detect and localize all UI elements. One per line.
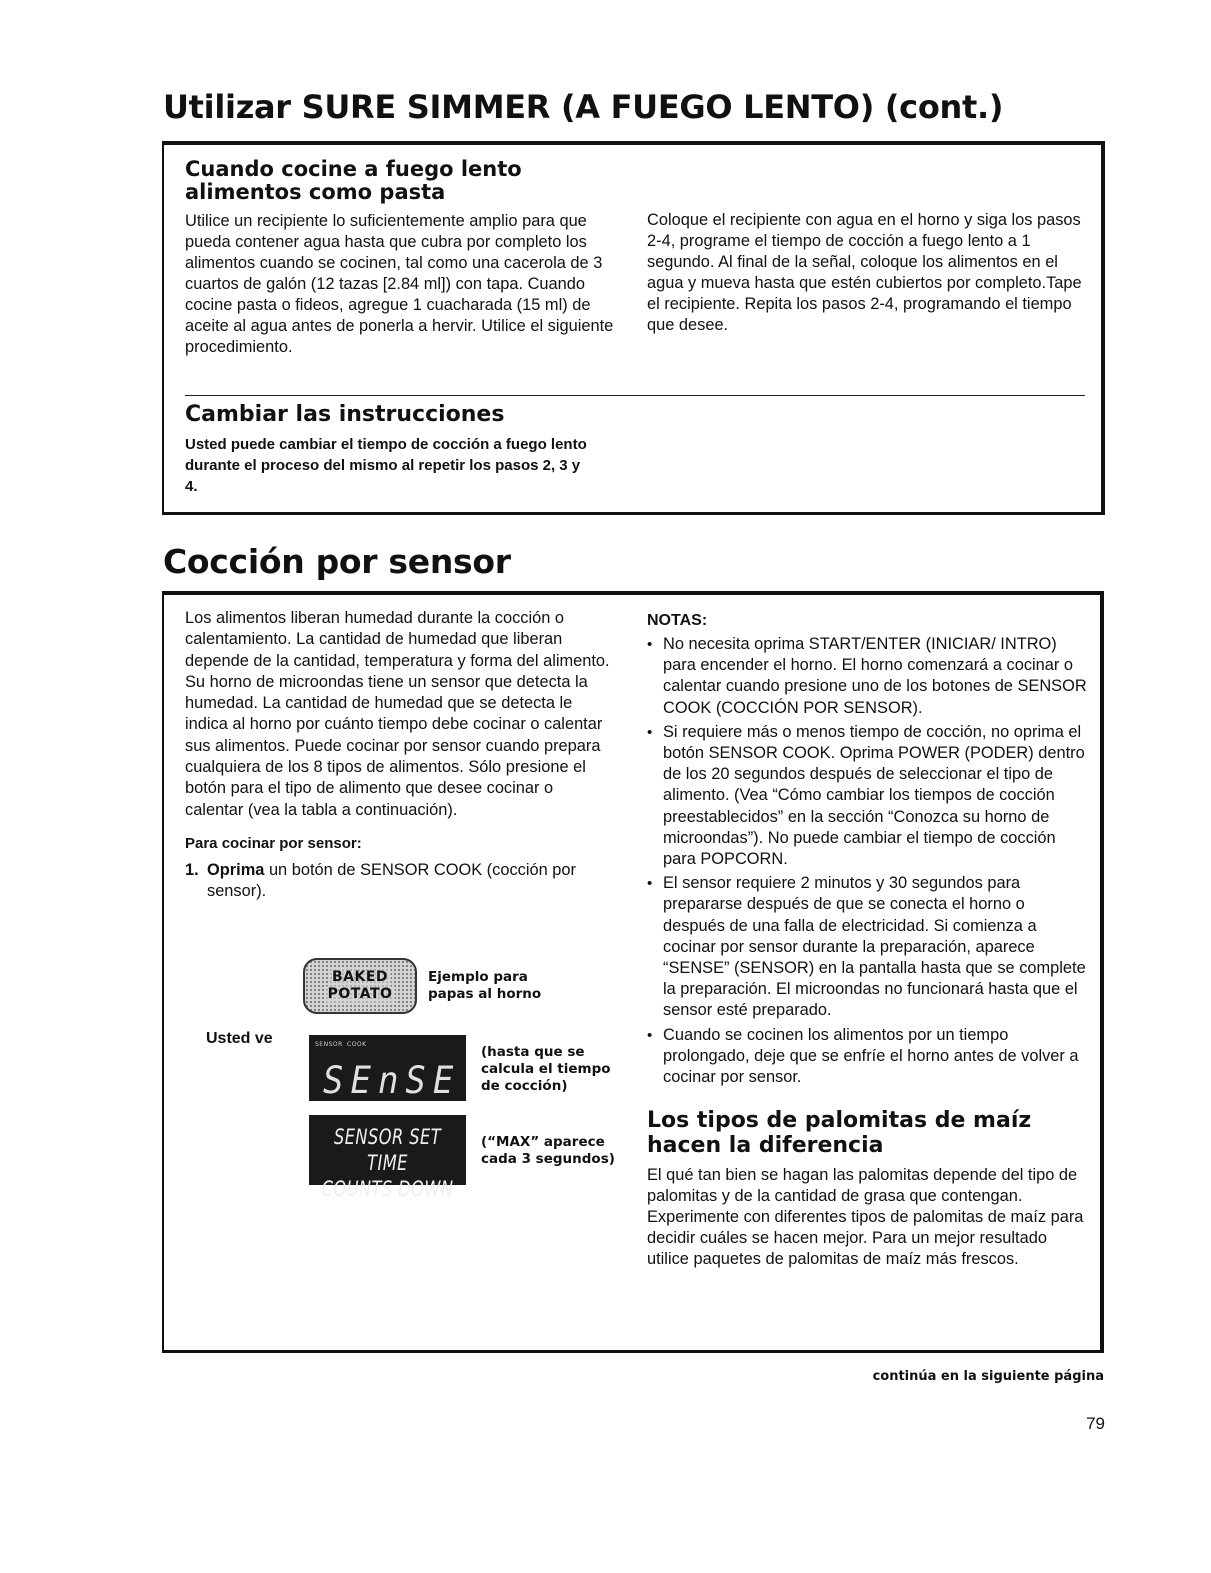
page-number: 79 (1086, 1414, 1105, 1433)
sense-display (309, 1035, 466, 1101)
change-heading: Cambiar las instrucciones (185, 402, 505, 427)
display-sense-text: SEnSE (323, 1059, 461, 1103)
note-item: • El sensor requiere 2 minutos y 30 segundos para prepararse después de que se conecta el horno o después de una falla de electricidad. Si comienza a cocinar por sensor durante la preparación, aparece “SENSE” (SENSOR) en la pantalla hasta que se complete la preparación. El microondas no funcionará hasta que el sensor esté preparado. (647, 873, 1089, 1021)
section-title-sure-simmer: Utilizar SURE SIMMER (A FUEGO LENTO) (cont.) (163, 88, 1004, 126)
baked-potato-line2: POTATO (325, 986, 396, 1003)
display1-caption-line1: (hasta que se (481, 1044, 585, 1060)
pasta-heading-line1: Cuando cocine a fuego lento (185, 157, 522, 181)
display1-caption-line3: de cocción) (481, 1078, 568, 1094)
notes-label: NOTAS: (647, 612, 708, 629)
steps-heading: Para cocinar por sensor: (185, 834, 362, 852)
pasta-column-left (185, 158, 625, 358)
button-caption-line2: papas al horno (428, 986, 542, 1002)
popcorn-heading-line2: hacen la diferencia (647, 1133, 884, 1159)
sensor-set-time-display (309, 1115, 466, 1201)
display2-line2: COUNTS DOWN (321, 1177, 454, 1201)
display-indicator-cook: COOK (347, 1041, 367, 1048)
sensor-column-left (185, 608, 617, 902)
notes-list (647, 634, 1089, 1088)
change-text: Usted puede cambiar el tiempo de cocción a fuego lento durante el proceso del mismo al repetir los pasos 2, 3 y 4. (185, 436, 587, 495)
baked-potato-line1: BAKED (329, 969, 391, 986)
continued-note: continúa en la siguiente página (872, 1369, 1104, 1384)
baked-potato-button-illustration (303, 958, 417, 1014)
button-caption (428, 969, 541, 1003)
you-see-label: Usted ve (206, 1030, 273, 1047)
pasta-paragraph-left: Utilice un recipiente lo suficientemente amplio para que pueda contener agua hasta que cubra por completo los alimentos cuando se cocinen, tal como una cacerola de 3 cuartos de galón (12 tazas [2.84 ml]) con tapa. Cuando cocine pasta o fideos, agregue 1 cuacharada (15 ml) de aceite al agua antes de ponerla a hervir. Utilice el siguiente procedimiento. (185, 212, 614, 356)
note-item: • Cuando se cocinen los alimentos por un tiempo prolongado, deje que se enfríe el horno antes de volver a cocinar por sensor. (647, 1025, 1089, 1089)
step-1-verb: Oprima (207, 860, 265, 879)
step-1 (185, 860, 617, 902)
display1-caption-line2: calcula el tiempo (481, 1061, 611, 1077)
popcorn-heading (647, 1108, 1089, 1158)
change-instructions (185, 402, 605, 497)
sensor-column-right (647, 610, 1089, 1270)
button-caption-line1: Ejemplo para (428, 969, 528, 985)
pasta-heading (185, 158, 625, 204)
pasta-paragraph-right: Coloque el recipiente con agua en el horno y siga los pasos 2-4, programe el tiempo de cocción a fuego lento a 1 segundo. Al final de la señal, coloque los alimentos en el agua y mueva hasta que estén cubiertos por completo.Tape el recipiente. Repita los pasos 2-4, programando el tiempo que desee. (647, 211, 1082, 334)
step-1-number: 1. (185, 860, 199, 879)
note-item: • Si requiere más o menos tiempo de cocción, no oprima el botón SENSOR COOK. Oprima POWER (PODER) dentro de los 20 segundos después de seleccionar el tipo de alimento. (Vea “Cómo cambiar los tiempos de cocción preestablecidos” en la sección “Conozca su horno de microondas”). No puede cambiar el tiempo de cocción para POPCORN. (647, 722, 1089, 870)
section-divider (185, 395, 1085, 396)
display2-caption-line2: cada 3 segundos) (481, 1151, 615, 1167)
section-title-sensor-cooking: Cocción por sensor (163, 542, 511, 581)
pasta-column-right (647, 210, 1085, 336)
display2-caption (481, 1134, 615, 1168)
sensor-intro: Los alimentos liberan humedad durante la cocción o calentamiento. La cantidad de humedad que liberan depende de la cantidad, temperatura y forma del alimento. Su horno de microondas tiene un sensor que detecta la humedad. La cantidad de humedad que se detecta le indica al horno por cuánto tiempo debe cocinar o calentar sus alimentos. Puede cocinar por sensor cuando prepara cualquiera de los 8 tipos de alimentos. Sólo presione el botón para el tipo de alimento que desee cocinar o calentar (vea la tabla a continuación). (185, 609, 610, 819)
display2-caption-line1: (“MAX” aparece (481, 1134, 605, 1150)
step-1-text: un botón de SENSOR COOK (cocción por sensor). (207, 860, 576, 900)
display2-line1: SENSOR SET TIME (333, 1125, 442, 1175)
display1-caption (481, 1044, 611, 1095)
popcorn-heading-line1: Los tipos de palomitas de maíz (647, 1108, 1032, 1134)
note-item: • No necesita oprima START/ENTER (INICIAR/ INTRO) para encender el horno. El horno comenzará a cocinar o calentar cuando presione uno de los botones de SENSOR COOK (COCCIÓN POR SENSOR). (647, 634, 1089, 719)
pasta-heading-line2: alimentos como pasta (185, 180, 446, 204)
display-indicator-sensor: SENSOR (315, 1041, 343, 1048)
popcorn-text: El qué tan bien se hagan las palomitas depende del tipo de palomitas y de la cantidad de grasa que contengan. Experimente con diferentes tipos de palomitas de maíz para decidir cuáles se hacen mejor. Para un mejor resultado utilice paquetes de palomitas de maíz más frescos. (647, 1166, 1084, 1269)
